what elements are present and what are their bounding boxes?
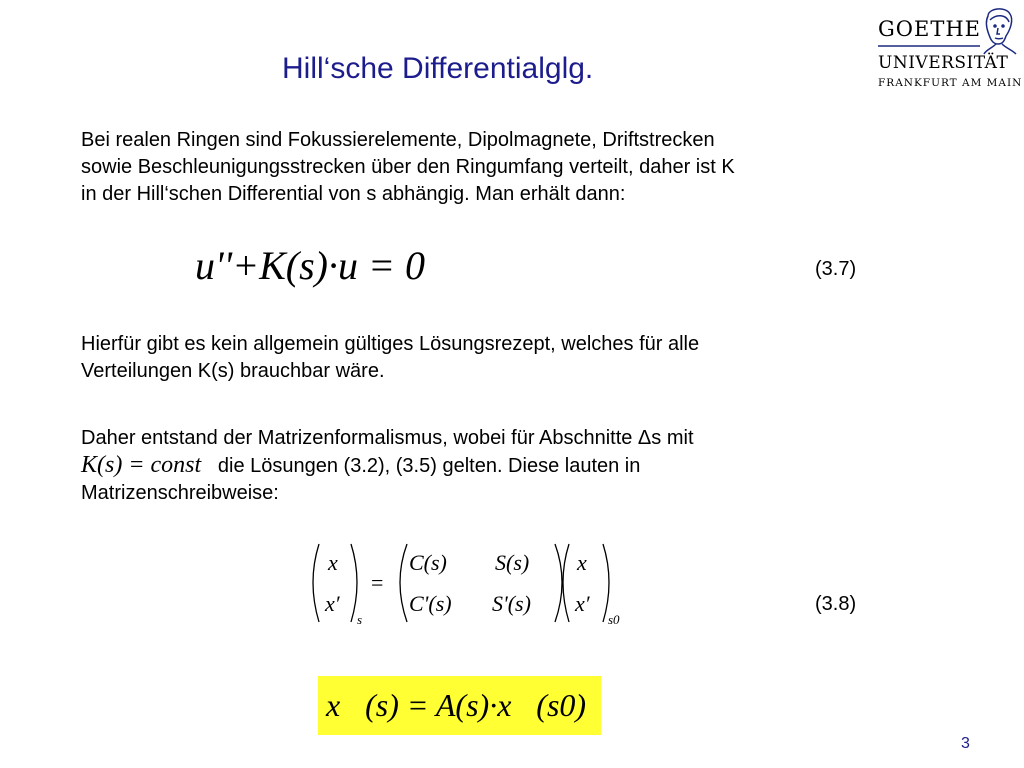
text-line: Daher entstand der Matrizenformalismus, wobei für Abschnitte Δs mit xyxy=(81,427,694,449)
text-line-rest: die Lösungen (3.2), (3.5) gelten. Diese lauten in xyxy=(217,455,641,477)
left-paren xyxy=(313,544,319,622)
inline-equation-k-const: K(s) = const xyxy=(81,452,202,478)
text-line: Bei realen Ringen sind Fokussierelemente, Dipolmagnete, Driftstrecken xyxy=(81,129,715,151)
text-line xyxy=(81,452,694,480)
right-paren xyxy=(555,544,562,622)
text-line: Verteilungen K(s) brauchbar wäre. xyxy=(81,360,385,382)
equation-matrix xyxy=(305,538,635,635)
right-paren xyxy=(603,544,609,622)
lhs-xprime: x′ xyxy=(325,591,340,616)
text-line: in der Hill‘schen Differential von s abhängig. Man erhält dann: xyxy=(81,183,626,205)
logo-line-2: UNIVERSITÄT xyxy=(878,53,1009,73)
rhs-xprime: x′ xyxy=(575,591,590,616)
page-number: 3 xyxy=(961,735,970,752)
paragraph-intro xyxy=(81,127,735,208)
lhs-x: x xyxy=(328,550,338,575)
equals-sign: = xyxy=(371,570,384,595)
matrix-c: C(s) xyxy=(409,550,447,575)
paragraph-matrix-formalism xyxy=(81,425,694,507)
text-line: sowie Beschleunigungsstrecken über den Ringumfang verteilt, daher ist K xyxy=(81,156,735,178)
left-paren xyxy=(563,544,569,622)
matrix-cprime: C'(s) xyxy=(409,591,452,616)
rhs-subscript: s0 xyxy=(608,612,620,627)
equation-transfer-text: x⃗(s) = A(s)·x⃗(s0) xyxy=(326,687,587,723)
matrix-s: S(s) xyxy=(495,550,530,575)
logo-line-3: FRANKFURT AM MAIN xyxy=(878,77,1021,88)
university-logo xyxy=(876,6,1021,93)
text-line: Matrizenschreibweise: xyxy=(81,482,279,504)
logo-line-1: GOETHE xyxy=(878,17,981,41)
equation-hill-text: u''+K(s)·u = 0 xyxy=(195,243,425,288)
goethe-portrait-icon xyxy=(984,9,1016,54)
paragraph-no-solution xyxy=(81,331,699,385)
equation-number-3-7: (3.7) xyxy=(815,258,857,280)
equation-hill xyxy=(195,242,425,289)
lhs-subscript: s xyxy=(357,612,363,627)
equation-number-3-8: (3.8) xyxy=(815,593,857,615)
equation-transfer xyxy=(318,676,601,740)
matrix-sprime: S'(s) xyxy=(492,591,531,616)
rhs-x: x xyxy=(577,550,587,575)
left-paren xyxy=(400,544,407,622)
text-line: Hierfür gibt es kein allgemein gültiges Lösungsrezept, welches für alle xyxy=(81,333,700,355)
slide-title: Hill‘sche Differentialglg. xyxy=(282,52,594,85)
right-paren xyxy=(351,544,357,622)
